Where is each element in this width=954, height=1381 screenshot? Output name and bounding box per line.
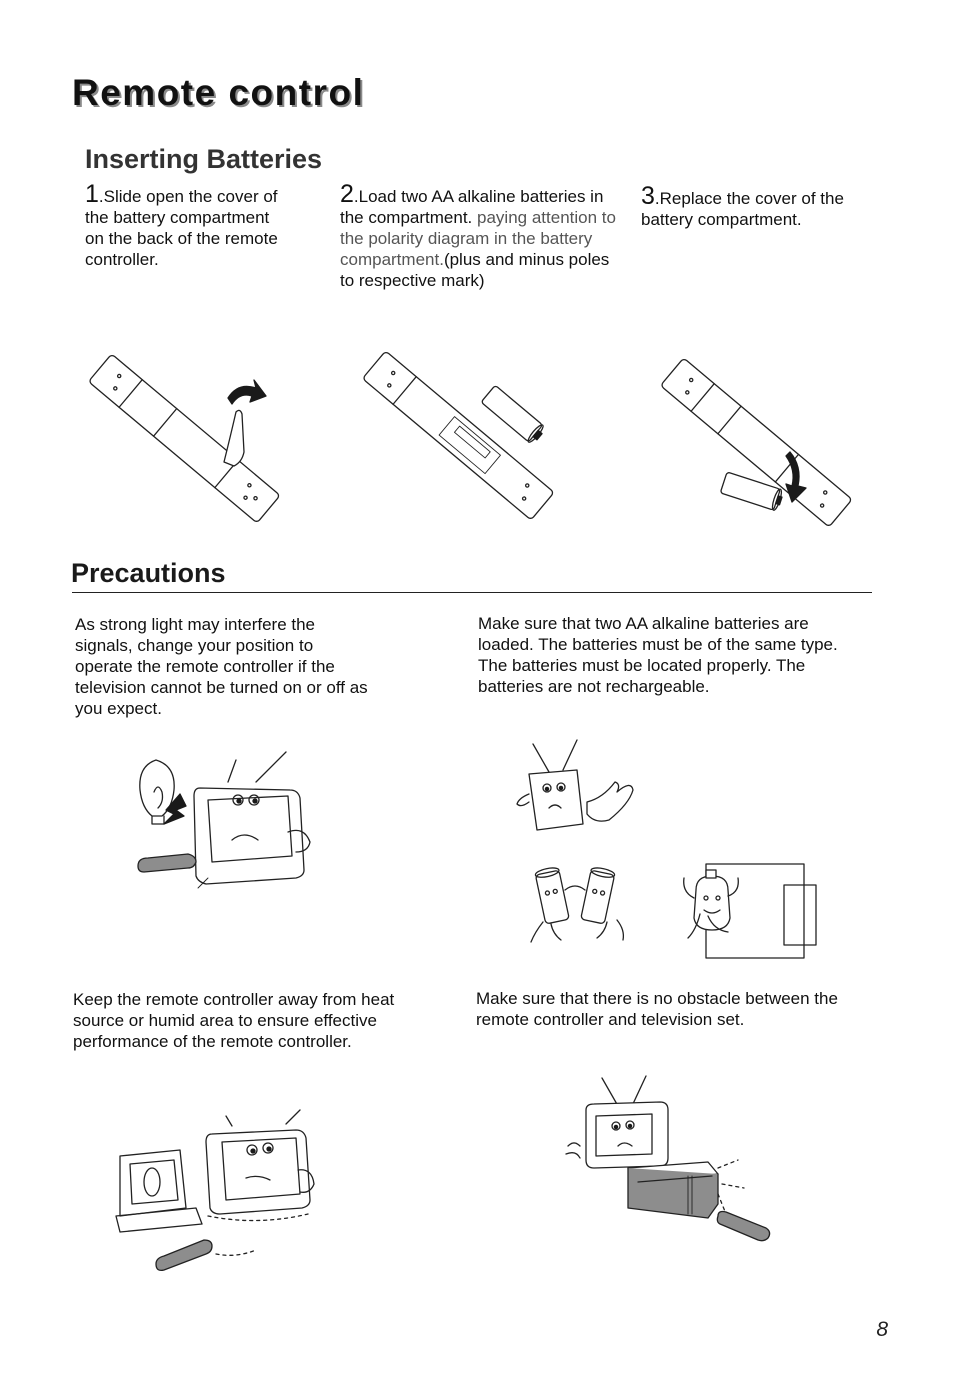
remote-open-cover-illustration <box>88 350 288 530</box>
tv-heat-source-illustration <box>112 1106 337 1281</box>
step-1-text: .Slide open the cover of the battery compartment on the back of the remote controller. <box>85 187 278 269</box>
step-2 <box>340 180 620 291</box>
step-2-text-b: paying attention to the polarity diagram in the battery compartment. <box>340 208 616 269</box>
precautions-heading: Precautions <box>71 558 226 588</box>
angry-tv-hand-illustration <box>513 738 638 833</box>
inserting-batteries-heading: Inserting Batteries <box>85 144 323 174</box>
load-batteries-illustration <box>362 345 562 530</box>
tv-light-bulb-illustration <box>128 752 333 892</box>
precaution-strong-light: As strong light may interfere the signals, change your position to operate the remote controller if the television cannot be turned on or off as you expect. <box>75 615 368 718</box>
step-3 <box>641 182 876 230</box>
step-3-number: 3 <box>641 182 655 210</box>
step-3-text: .Replace the cover of the battery compartment. <box>641 189 844 229</box>
batteries-fighting-illustration <box>525 860 625 948</box>
step-2-text-c: (plus and minus poles to respective mark) <box>340 250 610 290</box>
battery-in-box-illustration <box>676 860 808 960</box>
section-divider <box>72 592 872 593</box>
step-2-number: 2 <box>340 180 354 208</box>
precaution-no-obstacle: Make sure that there is no obstacle between the remote controller and television set. <box>476 989 838 1029</box>
page-title: Remote control <box>72 72 365 113</box>
step-1-number: 1 <box>85 180 99 208</box>
precaution-batteries: Make sure that two AA alkaline batteries are loaded. The batteries must be of the same type. The batteries must be located properly. The batteries are not rechargeable. <box>478 614 838 696</box>
page-number: 8 <box>876 1318 888 1341</box>
replace-cover-illustration <box>660 352 860 537</box>
step-1 <box>85 180 280 270</box>
precaution-heat-source: Keep the remote controller away from heat source or humid area to ensure effective performance of the remote controller. <box>73 990 395 1051</box>
step-2-text-a: .Load two AA alkaline batteries in the compartment. <box>340 187 604 227</box>
tv-obstacle-illustration <box>558 1076 778 1246</box>
